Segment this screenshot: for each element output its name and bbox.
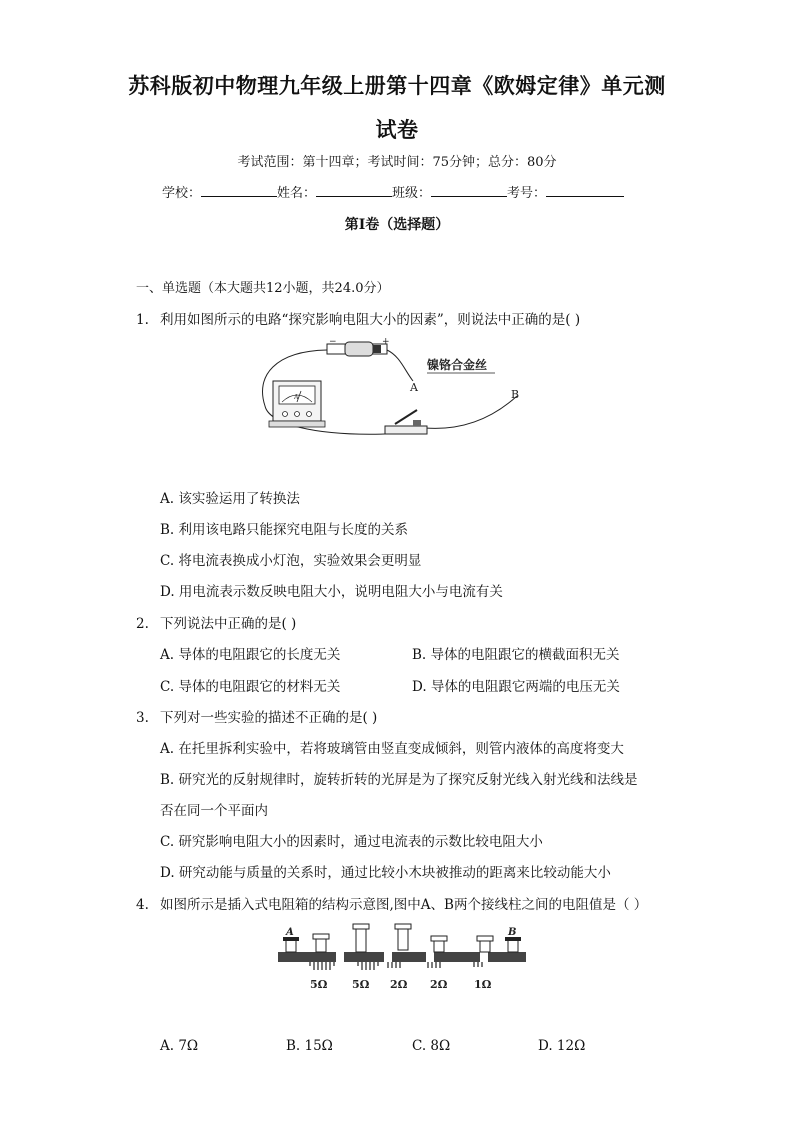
- question-text: 如图所示是插入式电阻箱的结构示意图,图中A、B两个接线柱之间的电阻值是（ ）: [160, 897, 648, 913]
- battery-icon: [327, 337, 390, 356]
- q2-option-b[interactable]: B. 导体的电阻跟它的横截面积无关: [412, 647, 620, 663]
- question-4: [136, 893, 647, 913]
- name-label: 姓名：: [277, 186, 317, 201]
- svg-text:−: −: [329, 337, 337, 347]
- svg-text:+: +: [382, 337, 390, 347]
- exam-title-line1: 苏科版初中物理九年级上册第十四章《欧姆定律》单元测: [128, 73, 666, 98]
- terminal-b-icon: [505, 937, 521, 952]
- question-number: 3.: [136, 710, 149, 726]
- q3-option-d[interactable]: D. 研究动能与质量的关系时，通过比较小木块被推动的距离来比较动能大小: [160, 865, 611, 881]
- question-number: 4.: [136, 897, 149, 913]
- school-blank: [201, 184, 277, 197]
- svg-text:A: A: [294, 394, 299, 401]
- question-1: [136, 308, 580, 328]
- question-number: 1.: [136, 312, 149, 328]
- exam-meta: 考试范围：第十四章；考试时间：75分钟；总分：80分: [237, 155, 557, 170]
- question-text: 利用如图所示的电路“探究影响电阻大小的因素”，则说法中正确的是( ): [160, 312, 581, 328]
- question-text: 下列说法中正确的是( ): [160, 616, 297, 632]
- student-info-row: [162, 182, 624, 201]
- terminal-a-icon: [283, 937, 299, 952]
- resistor-label-3: 2Ω: [390, 978, 408, 991]
- volume-title: 第I卷（选择题）: [344, 217, 450, 233]
- school-label: 学校：: [162, 186, 202, 201]
- plug-icon: [313, 924, 493, 952]
- q3-option-b[interactable]: B. 研究光的反射规律时，旋转折转的光屏是为了探究反射光线入射光线和法线是: [160, 772, 638, 788]
- number-blank: [546, 184, 624, 197]
- q1-option-c[interactable]: C. 将电流表换成小灯泡，实验效果会更明显: [160, 553, 422, 569]
- circuit-figure: [255, 336, 545, 441]
- question-text: 下列对一些实验的描述不正确的是( ): [160, 710, 378, 726]
- section-title: 一、单选题（本大题共12小题，共24.0分）: [136, 281, 390, 296]
- question-3: [136, 706, 377, 726]
- class-blank: [431, 184, 507, 197]
- q3-option-c[interactable]: C. 研究影响电阻大小的因素时，通过电流表的示数比较电阻大小: [160, 834, 543, 850]
- resistor-label-1: 5Ω: [310, 978, 328, 991]
- q4-option-b[interactable]: B. 15Ω: [286, 1038, 333, 1054]
- q2-option-c[interactable]: C. 导体的电阻跟它的材料无关: [160, 679, 341, 695]
- q3-option-a[interactable]: A. 在托里拆利实验中，若将玻璃管由竖直变成倾斜，则管内液体的高度将变大: [160, 741, 624, 757]
- q3-option-b-cont: 否在同一个平面内: [160, 803, 268, 819]
- q4-option-a[interactable]: A. 7Ω: [160, 1038, 199, 1054]
- number-label: 考号：: [507, 186, 547, 201]
- class-label: 班级：: [392, 186, 432, 201]
- ammeter-icon: [269, 381, 325, 427]
- resistor-label-5: 1Ω: [474, 978, 492, 991]
- q2-option-d[interactable]: D. 导体的电阻跟它两端的电压无关: [412, 679, 620, 695]
- q1-option-b[interactable]: B. 利用该电路只能探究电阻与长度的关系: [160, 522, 409, 538]
- exam-title-line2: 试卷: [375, 117, 419, 142]
- q1-option-a[interactable]: A. 该实验运用了转换法: [160, 491, 300, 507]
- question-number: 2.: [136, 616, 149, 632]
- resistor-label-2: 5Ω: [352, 978, 370, 991]
- q1-option-d[interactable]: D. 用电流表示数反映电阻大小，说明电阻大小与电流有关: [160, 584, 503, 600]
- terminal-a-label: A: [286, 927, 294, 938]
- resistor-label-4: 2Ω: [430, 978, 448, 991]
- q4-option-d[interactable]: D. 12Ω: [538, 1038, 586, 1054]
- resistor-coils: [310, 962, 482, 970]
- switch-icon: [385, 410, 427, 434]
- terminal-b-label: B: [508, 927, 517, 938]
- resistance-box-figure: [272, 922, 532, 997]
- q4-option-c[interactable]: C. 8Ω: [412, 1038, 451, 1054]
- point-a-label: A: [410, 381, 418, 394]
- q2-option-a[interactable]: A. 导体的电阻跟它的长度无关: [160, 647, 341, 663]
- name-blank: [316, 184, 392, 197]
- alloy-wire-label: 镍铬合金丝: [427, 358, 488, 372]
- question-2: [136, 612, 296, 632]
- point-b-label: B: [511, 388, 520, 401]
